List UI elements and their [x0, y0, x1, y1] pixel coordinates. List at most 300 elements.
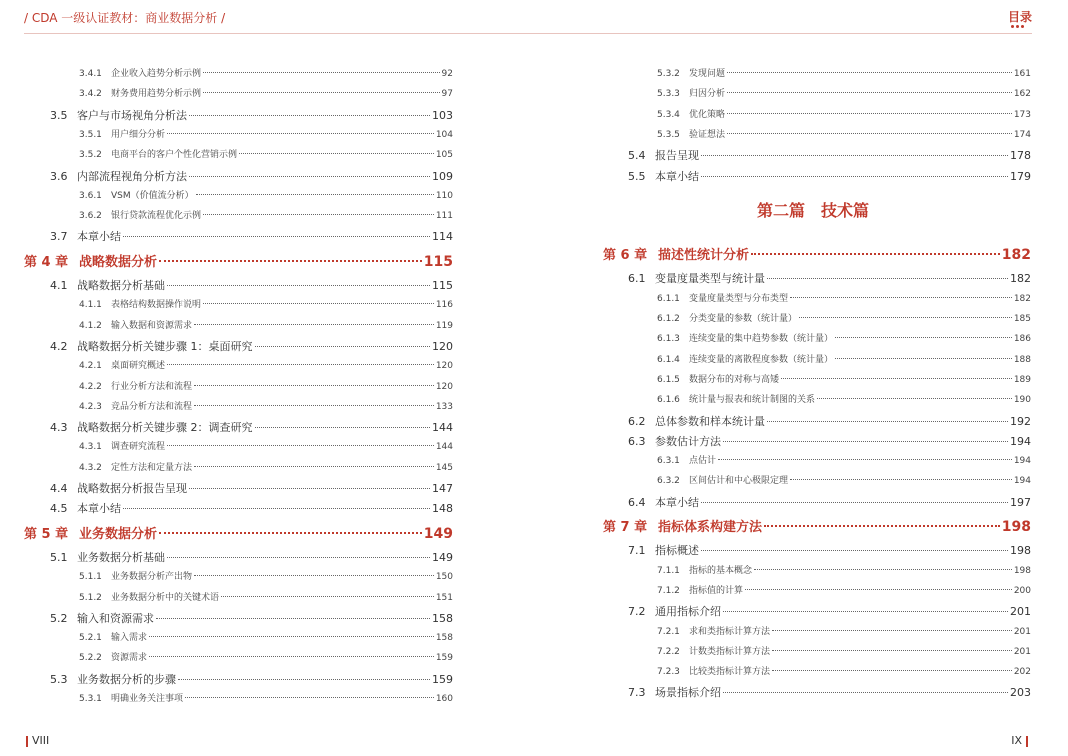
- toc-subsection-entry[interactable]: [79, 318, 453, 331]
- dot-leader: [772, 630, 1012, 631]
- toc-subsection-entry[interactable]: [657, 664, 1031, 677]
- toc-page-number: 178: [1010, 149, 1031, 163]
- dot-leader: [194, 324, 434, 325]
- toc-title: 明确业务关注事项: [111, 694, 184, 704]
- toc-page-number: 188: [1013, 354, 1031, 365]
- dot-leader: [149, 656, 434, 657]
- toc-page-number: 185: [1013, 314, 1031, 324]
- toc-title: 优化策略: [689, 109, 726, 120]
- toc-number: 第 7 章: [603, 520, 648, 535]
- toc-subsection-entry[interactable]: [79, 439, 453, 452]
- dot-leader: [754, 569, 1012, 570]
- toc-section-entry[interactable]: [50, 500, 453, 516]
- dot-leader: [255, 346, 431, 347]
- toc-page-number: 144: [432, 421, 453, 435]
- dot-leader: [167, 364, 434, 365]
- dot-leader: [767, 278, 1008, 279]
- dot-leader: [790, 297, 1012, 298]
- toc-page-number: 120: [435, 381, 453, 392]
- toc-section-entry[interactable]: [628, 494, 1031, 510]
- toc-page-number: 97: [441, 89, 453, 100]
- toc-title: 点估计: [689, 456, 717, 467]
- toc-title: 计数类指标计算方法: [689, 646, 771, 657]
- dot-leader: [194, 575, 434, 576]
- toc-section-entry[interactable]: [50, 107, 453, 123]
- dot-leader: [701, 176, 1008, 177]
- dot-leader: [167, 445, 434, 446]
- toc-number: 第 4 章: [24, 254, 69, 270]
- toc-title: 行业分析方法和流程: [111, 381, 193, 392]
- toc-section-entry[interactable]: [50, 277, 453, 293]
- toc-page-number: 203: [1010, 686, 1031, 700]
- toc-page-number: 144: [435, 442, 453, 453]
- toc-subsection-entry[interactable]: [79, 650, 453, 663]
- toc-title: 业务数据分析: [79, 526, 158, 542]
- toc-page-number: 201: [1013, 626, 1031, 637]
- toc-number: 6.3.2: [657, 476, 680, 487]
- toc-section-entry[interactable]: [50, 338, 453, 354]
- toc-title: 变量度量类型与统计量: [655, 272, 765, 286]
- toc-subsection-entry[interactable]: [79, 86, 453, 99]
- dot-leader: [167, 557, 430, 558]
- dot-leader: [723, 692, 1008, 693]
- dot-leader: [790, 479, 1012, 480]
- toc-page-number: 201: [1013, 646, 1031, 657]
- section-dots: [1011, 25, 1031, 31]
- toc-chapter-entry[interactable]: [603, 516, 1031, 535]
- toc-page-number: 133: [435, 401, 453, 412]
- toc-page-number: 151: [435, 592, 453, 603]
- dot-leader: [185, 697, 434, 698]
- dot-leader: [767, 421, 1008, 422]
- page-number-left: VIII: [32, 734, 50, 747]
- toc-subsection-entry[interactable]: [79, 66, 453, 79]
- toc-number: 5.3.5: [657, 129, 680, 140]
- toc-title: 场景指标介绍: [655, 686, 721, 700]
- dot-leader: [189, 488, 430, 489]
- toc-page-number: 192: [1010, 414, 1031, 428]
- toc-number: 5.3: [50, 672, 68, 686]
- toc-title: 战略数据分析: [79, 254, 158, 270]
- section-label: 目录: [1007, 10, 1032, 24]
- toc-page-number: 182: [1001, 247, 1031, 264]
- toc-subsection-entry[interactable]: [657, 127, 1031, 140]
- dot-leader: [203, 303, 434, 304]
- toc-page-number: 186: [1013, 334, 1031, 345]
- dot-leader: [764, 525, 1000, 527]
- toc-number: 4.2: [50, 339, 68, 353]
- toc-number: 5.2.1: [79, 633, 102, 644]
- toc-title: 战略数据分析关键步骤 1：桌面研究: [77, 339, 253, 353]
- dot-leader: [723, 441, 1008, 442]
- toc-page-number: 161: [1013, 69, 1031, 79]
- toc-title: 内部流程视角分析方法: [77, 169, 187, 183]
- toc-page-number: 149: [432, 550, 453, 564]
- toc-section-entry[interactable]: [628, 413, 1031, 429]
- toc-section-entry[interactable]: [628, 433, 1031, 449]
- toc-section-entry[interactable]: [50, 168, 453, 184]
- dot-leader: [701, 155, 1008, 156]
- toc-number: 5.3.3: [657, 89, 680, 100]
- toc-subsection-entry[interactable]: [79, 127, 453, 140]
- toc-page-number: 174: [1013, 129, 1031, 140]
- toc-subsection-entry[interactable]: [79, 147, 453, 160]
- toc-title: 统计量与报表和统计制图的关系: [689, 395, 816, 406]
- toc-subsection-entry[interactable]: [657, 311, 1031, 324]
- toc-number: 3.7: [50, 230, 68, 244]
- toc-page-number: 190: [1013, 395, 1031, 406]
- toc-title: 本章小结: [77, 502, 121, 516]
- toc-title: 描述性统计分析: [658, 248, 750, 264]
- dot-leader: [189, 176, 430, 177]
- toc-title: 归因分析: [689, 89, 726, 100]
- toc-number: 5.4: [628, 149, 646, 163]
- toc-number: 5.1.1: [79, 572, 102, 583]
- toc-number: 4.1: [50, 279, 68, 292]
- toc-title: 参数估计方法: [655, 434, 721, 448]
- toc-number: 4.5: [50, 502, 68, 516]
- toc-number: 4.2.2: [79, 381, 102, 392]
- toc-page-number: 198: [1013, 565, 1031, 576]
- toc-page-number: 104: [435, 129, 453, 140]
- toc-title: 用户细分分析: [111, 129, 166, 140]
- toc-page-number: 148: [432, 502, 453, 516]
- toc-number: 第 6 章: [603, 248, 648, 264]
- toc-page-number: 158: [435, 633, 453, 644]
- toc-number: 5.2.2: [79, 653, 102, 664]
- toc-number: 4.4: [50, 482, 68, 495]
- part-title: 第二篇 技术篇: [757, 200, 870, 220]
- toc-page-number: 159: [432, 672, 453, 686]
- toc-section-entry[interactable]: [628, 542, 1031, 558]
- toc-page-number: 173: [1013, 109, 1031, 120]
- toc-number: 6.1.1: [657, 293, 680, 304]
- toc-title: 变量度量类型与分布类型: [689, 293, 789, 304]
- toc-page-number: 194: [1013, 456, 1031, 467]
- toc-section-entry[interactable]: [628, 684, 1031, 700]
- toc-page-number: 115: [423, 253, 453, 270]
- toc-page-number: 197: [1010, 495, 1031, 509]
- toc-number: 4.3.1: [79, 442, 102, 453]
- toc-page-number: 159: [435, 653, 453, 664]
- toc-page-number: 110: [435, 190, 453, 201]
- toc-title: 分类变量的参数（统计量）: [689, 314, 798, 324]
- toc-title: 业务数据分析中的关键术语: [111, 592, 220, 603]
- dot-leader: [239, 153, 434, 154]
- dot-leader: [835, 337, 1012, 338]
- toc-title: 电商平台的客户个性化营销示例: [111, 150, 238, 161]
- toc-title: 本章小结: [655, 169, 699, 183]
- page-number-right: IX: [1011, 734, 1022, 747]
- toc-subsection-entry[interactable]: [79, 569, 453, 582]
- toc-number: 6.1.2: [657, 314, 680, 324]
- toc-number: 7.1: [628, 544, 646, 558]
- toc-subsection-entry[interactable]: [657, 473, 1031, 486]
- toc-page-number: 201: [1010, 605, 1031, 619]
- toc-title: 连续变量的离散程度参数（统计量）: [689, 354, 834, 365]
- toc-number: 4.1.1: [79, 300, 102, 311]
- toc-page-number: 162: [1013, 89, 1031, 100]
- toc-page-number: 145: [435, 462, 453, 473]
- toc-page-number: 114: [432, 230, 453, 244]
- toc-subsection-entry[interactable]: [657, 291, 1031, 304]
- toc-number: 5.3.2: [657, 69, 680, 79]
- toc-title: 数据分布的对称与高矮: [689, 374, 780, 385]
- toc-number: 6.1.6: [657, 395, 680, 406]
- header-rule: [24, 33, 1032, 34]
- toc-page-number: 116: [435, 300, 453, 311]
- toc-subsection-entry[interactable]: [657, 583, 1031, 596]
- dot-leader: [221, 596, 434, 597]
- dot-leader: [167, 285, 430, 286]
- dot-leader: [203, 92, 440, 93]
- toc-number: 5.2: [50, 611, 68, 625]
- dot-leader: [255, 427, 431, 428]
- toc-section-entry[interactable]: [50, 610, 453, 626]
- dot-leader: [149, 636, 434, 637]
- toc-number: 6.1.4: [657, 354, 680, 365]
- toc-number: 6.1: [628, 272, 646, 286]
- toc-chapter-entry[interactable]: [24, 523, 453, 542]
- toc-subsection-entry[interactable]: [657, 331, 1031, 344]
- toc-subsection-entry[interactable]: [79, 208, 453, 221]
- footer-bar: [26, 736, 28, 747]
- dot-leader: [727, 92, 1012, 93]
- toc-number: 5.5: [628, 169, 646, 183]
- toc-subsection-entry[interactable]: [79, 691, 453, 704]
- toc-number: 3.4.1: [79, 69, 102, 79]
- toc-subsection-entry[interactable]: [657, 107, 1031, 120]
- dot-leader: [817, 398, 1012, 399]
- toc-title: 战略数据分析报告呈现: [77, 482, 187, 495]
- toc-number: 3.6.2: [79, 211, 102, 222]
- toc-page-number: 115: [432, 279, 453, 292]
- toc-title: 求和类指标计算方法: [689, 626, 771, 637]
- toc-page-number: 189: [1013, 374, 1031, 385]
- toc-page-number: 109: [432, 169, 453, 183]
- toc-number: 4.2.1: [79, 361, 102, 372]
- toc-number: 5.1: [50, 550, 68, 564]
- dot-leader: [772, 650, 1012, 651]
- toc-page-number: 198: [1010, 544, 1031, 558]
- toc-page-number: 120: [435, 361, 453, 372]
- toc-title: 企业收入趋势分析示例: [111, 69, 202, 79]
- toc-section-entry[interactable]: [50, 671, 453, 687]
- toc-section-entry[interactable]: [628, 603, 1031, 619]
- footer-left: [22, 734, 49, 747]
- dot-leader: [156, 618, 430, 619]
- dot-leader: [159, 532, 422, 534]
- toc-number: 4.1.2: [79, 320, 102, 331]
- toc-subsection-entry[interactable]: [657, 66, 1031, 79]
- toc-title: 指标体系构建方法: [658, 520, 763, 535]
- toc-title: 业务数据分析基础: [77, 550, 165, 564]
- toc-title: 桌面研究概述: [111, 361, 166, 372]
- toc-number: 6.1.3: [657, 334, 680, 345]
- toc-number: 4.2.3: [79, 401, 102, 412]
- toc-title: 指标概述: [655, 544, 699, 558]
- toc-subsection-entry[interactable]: [657, 392, 1031, 405]
- toc-number: 6.4: [628, 495, 646, 509]
- toc-section-entry[interactable]: [628, 168, 1031, 184]
- toc-subsection-entry[interactable]: [657, 86, 1031, 99]
- dot-leader: [194, 466, 434, 467]
- dot-leader: [123, 236, 430, 237]
- toc-number: 3.4.2: [79, 89, 102, 100]
- toc-number: 4.3.2: [79, 462, 102, 473]
- toc-title: 区间估计和中心极限定理: [689, 476, 789, 487]
- toc-number: 3.5.1: [79, 129, 102, 140]
- toc-title: 通用指标介绍: [655, 605, 721, 619]
- dot-leader: [727, 113, 1012, 114]
- toc-subsection-entry[interactable]: [79, 358, 453, 371]
- toc-title: 调查研究流程: [111, 442, 166, 453]
- toc-number: 7.3: [628, 686, 646, 700]
- dot-leader: [781, 378, 1012, 379]
- dot-leader: [194, 385, 434, 386]
- toc-title: 业务数据分析的步骤: [77, 672, 176, 686]
- toc-page-number: 105: [435, 150, 453, 161]
- toc-page-number: 202: [1013, 667, 1031, 678]
- toc-section-entry[interactable]: [628, 147, 1031, 163]
- dot-leader: [203, 72, 440, 73]
- dot-leader: [701, 502, 1008, 503]
- toc-page-number: 200: [1013, 585, 1031, 596]
- dot-leader: [727, 133, 1012, 134]
- toc-subsection-entry[interactable]: [657, 352, 1031, 365]
- toc-subsection-entry[interactable]: [657, 372, 1031, 385]
- toc-title: 报告呈现: [655, 149, 699, 163]
- toc-number: 4.3: [50, 421, 68, 435]
- toc-title: 输入和资源需求: [77, 611, 154, 625]
- toc-subsection-entry[interactable]: [657, 644, 1031, 657]
- toc-number: 第 5 章: [24, 526, 69, 542]
- toc-page-number: 160: [435, 694, 453, 704]
- toc-number: 7.1.1: [657, 565, 680, 576]
- toc-section-entry[interactable]: [50, 419, 453, 435]
- toc-title: 定性方法和定量方法: [111, 462, 193, 473]
- toc-number: 3.6: [50, 169, 68, 183]
- dot-leader: [196, 194, 434, 195]
- dot-leader: [745, 589, 1012, 590]
- dot-leader: [123, 508, 430, 509]
- toc-title: 本章小结: [655, 495, 699, 509]
- toc-subsection-entry[interactable]: [657, 563, 1031, 576]
- toc-section-entry[interactable]: [628, 270, 1031, 286]
- dot-leader: [167, 133, 434, 134]
- toc-number: 7.2: [628, 605, 646, 619]
- footer-bar: [1026, 736, 1028, 747]
- toc-title: 输入数据和资源需求: [111, 320, 193, 331]
- toc-number: 7.2.2: [657, 646, 680, 657]
- toc-title: 竞品分析方法和流程: [111, 401, 193, 412]
- toc-title: 比较类指标计算方法: [689, 667, 771, 678]
- toc-number: 5.1.2: [79, 592, 102, 603]
- toc-title: 验证想法: [689, 129, 726, 140]
- toc-page-number: 182: [1010, 272, 1031, 286]
- toc-page-number: 198: [1001, 519, 1031, 535]
- toc-page-number: 92: [441, 69, 453, 79]
- dot-leader: [723, 611, 1008, 612]
- toc-subsection-entry[interactable]: [79, 399, 453, 412]
- toc-section-entry[interactable]: [50, 228, 453, 244]
- toc-page-number: 147: [432, 482, 453, 495]
- toc-page-number: 158: [432, 611, 453, 625]
- toc-number: 5.3.1: [79, 694, 102, 704]
- toc-chapter-entry[interactable]: [24, 251, 453, 270]
- toc-page-number: 179: [1010, 169, 1031, 183]
- toc-title: 本章小结: [77, 230, 121, 244]
- toc-title: 表格结构数据操作说明: [111, 300, 202, 311]
- toc-section-entry[interactable]: [50, 549, 453, 565]
- toc-number: 6.3.1: [657, 456, 680, 467]
- dot-leader: [751, 253, 1000, 255]
- toc-number: 6.2: [628, 414, 646, 428]
- dot-leader: [799, 317, 1012, 318]
- toc-number: 5.3.4: [657, 109, 680, 120]
- toc-page-number: 182: [1013, 293, 1031, 304]
- toc-number: 3.5.2: [79, 150, 102, 161]
- toc-title: 业务数据分析产出物: [111, 572, 193, 583]
- footer-right: [1011, 734, 1032, 747]
- dot-leader: [772, 670, 1012, 671]
- toc-title: 资源需求: [111, 653, 148, 664]
- toc-page-number: 194: [1013, 476, 1031, 487]
- toc-page-number: 119: [435, 320, 453, 331]
- toc-title: VSM（价值流分析）: [111, 190, 194, 201]
- toc-subsection-entry[interactable]: [79, 630, 453, 643]
- toc-subsection-entry[interactable]: [79, 297, 453, 310]
- dot-leader: [727, 72, 1012, 73]
- dot-leader: [178, 679, 430, 680]
- toc-title: 客户与市场视角分析法: [77, 108, 187, 122]
- toc-number: 3.5: [50, 108, 68, 122]
- dot-leader: [203, 214, 434, 215]
- dot-leader: [194, 405, 434, 406]
- toc-title: 总体参数和样本统计量: [655, 414, 765, 428]
- toc-page-number: 120: [432, 339, 453, 353]
- toc-title: 连续变量的集中趋势参数（统计量）: [689, 334, 834, 345]
- toc-page-number: 150: [435, 572, 453, 583]
- toc-title: 战略数据分析基础: [77, 279, 165, 292]
- running-header-title: / CDA 一级认证教材：商业数据分析 /: [24, 11, 226, 25]
- toc-title: 指标的基本概念: [689, 565, 753, 576]
- toc-page-number: 194: [1010, 434, 1031, 448]
- toc-subsection-entry[interactable]: [79, 590, 453, 603]
- toc-subsection-entry[interactable]: [657, 624, 1031, 637]
- toc-subsection-entry[interactable]: [79, 460, 453, 473]
- toc-subsection-entry[interactable]: [79, 188, 453, 201]
- toc-title: 财务费用趋势分析示例: [111, 89, 202, 100]
- toc-title: 战略数据分析关键步骤 2：调查研究: [77, 421, 253, 435]
- dot-leader: [835, 358, 1012, 359]
- toc-subsection-entry[interactable]: [79, 379, 453, 392]
- toc-page-number: 103: [432, 108, 453, 122]
- toc-page-number: 111: [435, 211, 453, 222]
- dot-leader: [701, 550, 1008, 551]
- toc-subsection-entry[interactable]: [657, 453, 1031, 466]
- dot-leader: [718, 459, 1012, 460]
- toc-page-number: 149: [423, 525, 453, 542]
- toc-chapter-entry[interactable]: [603, 244, 1031, 263]
- toc-title: 输入需求: [111, 633, 148, 644]
- toc-title: 发现问题: [689, 69, 726, 79]
- toc-number: 6.3: [628, 434, 646, 448]
- toc-number: 7.1.2: [657, 585, 680, 596]
- toc-number: 7.2.3: [657, 667, 680, 678]
- toc-section-entry[interactable]: [50, 480, 453, 496]
- toc-title: 指标值的计算: [689, 585, 744, 596]
